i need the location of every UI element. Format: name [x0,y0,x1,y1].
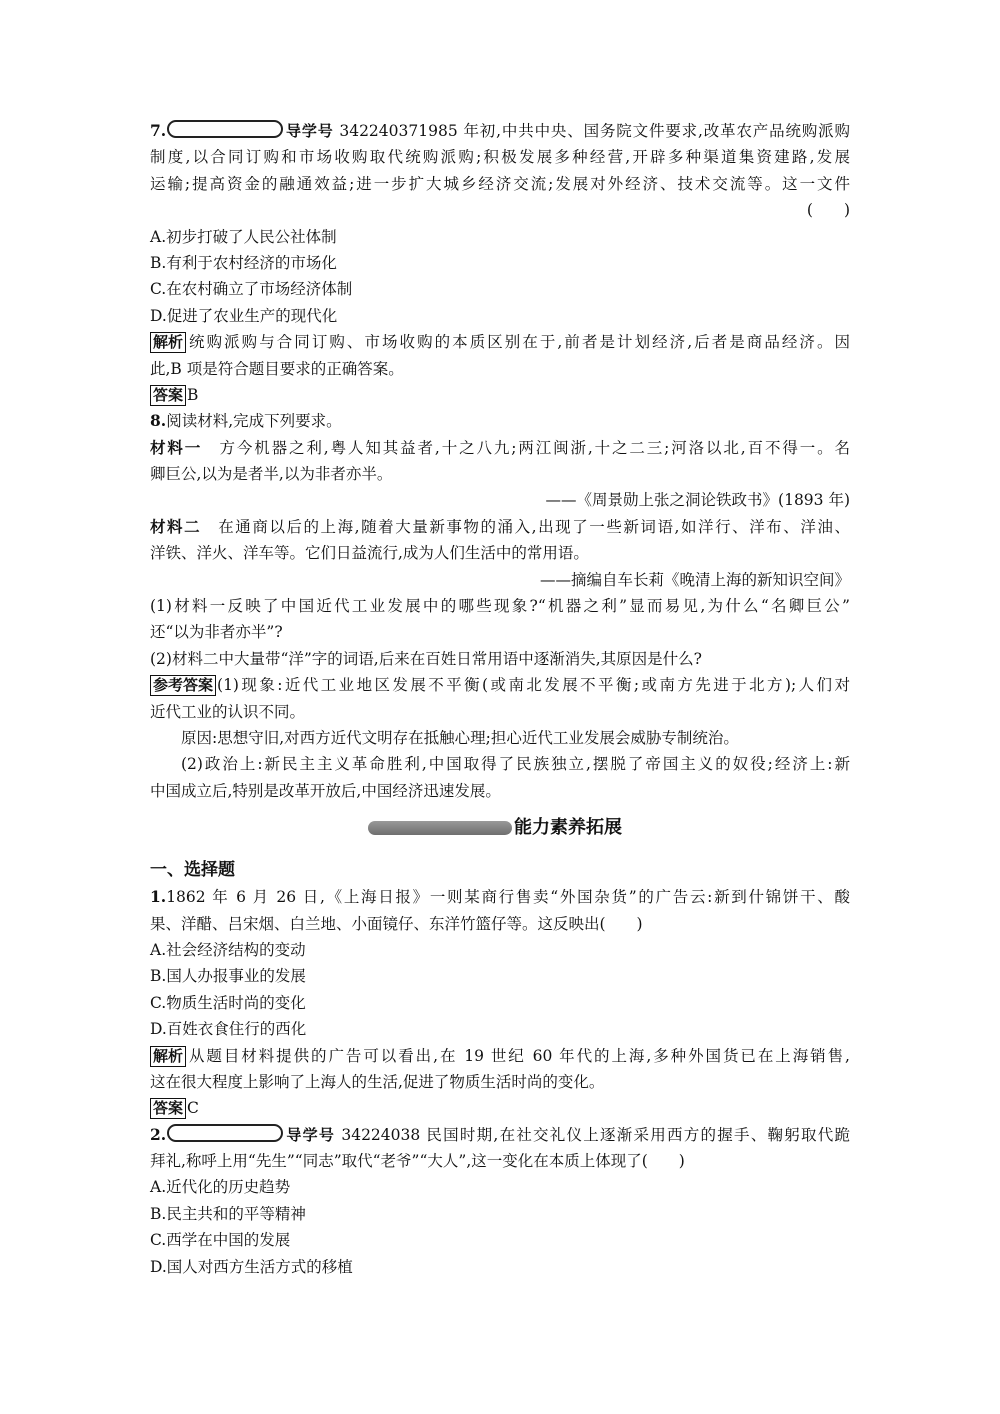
analysis-text: 统购派购与合同订购、市场收购的本质区别在于,前者是计划经济,后者是商品经济。因 [187,333,850,352]
analysis-line-2: 此,B 项是符合题目要求的正确答案。 [150,359,404,378]
answer-tag: 答案 [150,1098,186,1119]
answer-value: C [187,1099,199,1118]
option-a: A.近代化的历史趋势 [150,1178,291,1197]
material-1-line-1 [150,435,850,461]
option-b: B.民主共和的平等精神 [150,1204,306,1223]
question-text: 1862 年 6 月 26 日,《上海日报》一则某商行售卖“外国杂货”的广告云:新到什锦饼干、酸 [166,888,850,907]
material-2-line-1 [150,514,850,540]
analysis-tag: 解析 [150,1046,186,1067]
question-text: 1985 年初,中共中央、国务院文件要求,改革农产品统购派购 [418,122,850,140]
analysis-line-2: 这在很大程度上影响了上海人的生活,促进了物质生活时尚的变化。 [150,1072,605,1091]
question-7-line-3: 运输;提高资金的融通效益;进一步扩大城乡经济交流;发展对外经济、技术交流等。这一文件 [150,174,850,193]
analysis-line-1 [150,329,850,355]
option-d: D.百姓衣食住行的西化 [150,1020,307,1039]
sub-question-1-line-1: (1)材料一反映了中国近代工业发展中的哪些现象?“机器之利”显而易见,为什么“名卿巨公” [150,597,850,616]
question-7-line-1 [150,118,850,144]
material-2-label: 材料二 [150,517,202,536]
question-number: 7. [150,121,167,140]
option-d: D.国人对西方生活方式的移植 [150,1257,353,1276]
section-heading: 一、选择题 [150,860,235,881]
reference-answer-line-1 [150,672,850,698]
question-7-line-2: 制度,以合同订购和市场收购取代统购派购;积极发展多种经营,开辟多种渠道集资建路,发展 [150,148,850,167]
material-1-line-2: 卿巨公,以为是者半,以为非者亦半。 [150,465,393,484]
guide-pill-icon [167,1124,283,1142]
section-header [150,814,850,848]
question-number: 1. [150,887,167,907]
material-1-source: ——《周景勋上张之洞论铁政书》(1893 年) [545,491,850,510]
option-c: C.西学在中国的发展 [150,1231,291,1250]
reference-answer-line-2: 近代工业的认识不同。 [150,702,306,721]
option-b: B.国人办报事业的发展 [150,967,306,986]
material-1-label: 材料一 [150,438,203,457]
material-1-text: 方今机器之利,粤人知其益者,十之八九;两江闽浙,十之二三;河洛以北,百不得一。名 [219,438,850,457]
analysis-text: 从题目材料提供的广告可以看出,在 19 世纪 60 年代的上海,多种外国货已在上海销售, [187,1046,850,1065]
answer-tag: 答案 [150,385,186,406]
answer-line [150,382,850,408]
material-2-text: 在通商以后的上海,随着大量新事物的涌入,出现了一些新词语,如洋行、洋布、洋油、 [218,517,850,536]
option-a: A.社会经济结构的变动 [150,940,306,959]
reference-answer-text: (1)现象:近代工业地区发展不平衡(或南北发展不平衡;或南方先进于北方);人们对 [217,676,850,695]
reference-answer-line-3: 原因:思想守旧,对西方近代文明存在抵触心理;担心近代工业发展会威胁专制统治。 [181,728,739,747]
option-d: D.促进了农业生产的现代化 [150,306,338,325]
question-number: 8. [150,411,167,431]
option-b: B.有利于农村经济的市场化 [150,253,337,272]
section-title: 能力素养拓展 [514,817,622,839]
sub-question-2: (2)材料二中大量带“洋”字的词语,后来在百姓日常用语中逐渐消失,其原因是什么? [150,649,702,668]
option-c: C.物质生活时尚的变化 [150,993,306,1012]
material-2-line-2: 洋铁、洋火、洋车等。它们日益流行,成为人们生活中的常用语。 [150,544,589,563]
reference-answer-line-4: (2)政治上:新民主主义革命胜利,中国取得了民族独立,摆脱了帝国主义的奴役;经济上:新 [181,755,850,774]
question-2-line-2: 拜礼,称呼上用“先生”“同志”取代“老爷”“大人”,这一变化在本质上体现了( ) [150,1152,685,1171]
question-8-prompt [150,408,850,434]
reference-answer-line-5: 中国成立后,特别是改革开放后,中国经济迅速发展。 [150,781,501,800]
guide-code: 34224037 [339,122,419,140]
guide-label: 导学号 [285,1125,336,1144]
guide-code: 34224038 [341,1125,421,1144]
analysis-line-1 [150,1043,850,1069]
question-number: 2. [150,1124,167,1144]
material-2-source: ——摘编自车长莉《晚清上海的新知识空间》 [539,570,850,589]
option-a: A.初步打破了人民公社体制 [150,227,337,246]
question-1-line-2: 果、洋醋、吕宋烟、白兰地、小面镜仔、东洋竹篮仔等。这反映出( ) [150,914,643,933]
sub-question-1-line-2: 还“以为非者亦半”? [150,623,283,642]
analysis-tag: 解析 [150,332,186,353]
reference-answer-tag: 参考答案 [150,675,216,696]
guide-pill-icon [167,120,283,138]
option-c: C.在农村确立了市场经济体制 [150,280,353,299]
question-text: 民国时期,在社交礼仪上逐渐采用西方的握手、鞠躬取代跪 [426,1125,850,1144]
page-content [150,118,850,1280]
guide-label: 导学号 [285,122,334,140]
question-1-line-1 [150,884,850,910]
answer-bracket: ( ) [806,201,850,220]
section-bar-decoration [368,821,512,835]
answer-value: B [187,385,199,404]
question-2-line-1 [150,1122,850,1148]
answer-line [150,1095,850,1121]
question-text: 阅读材料,完成下列要求。 [166,412,342,431]
